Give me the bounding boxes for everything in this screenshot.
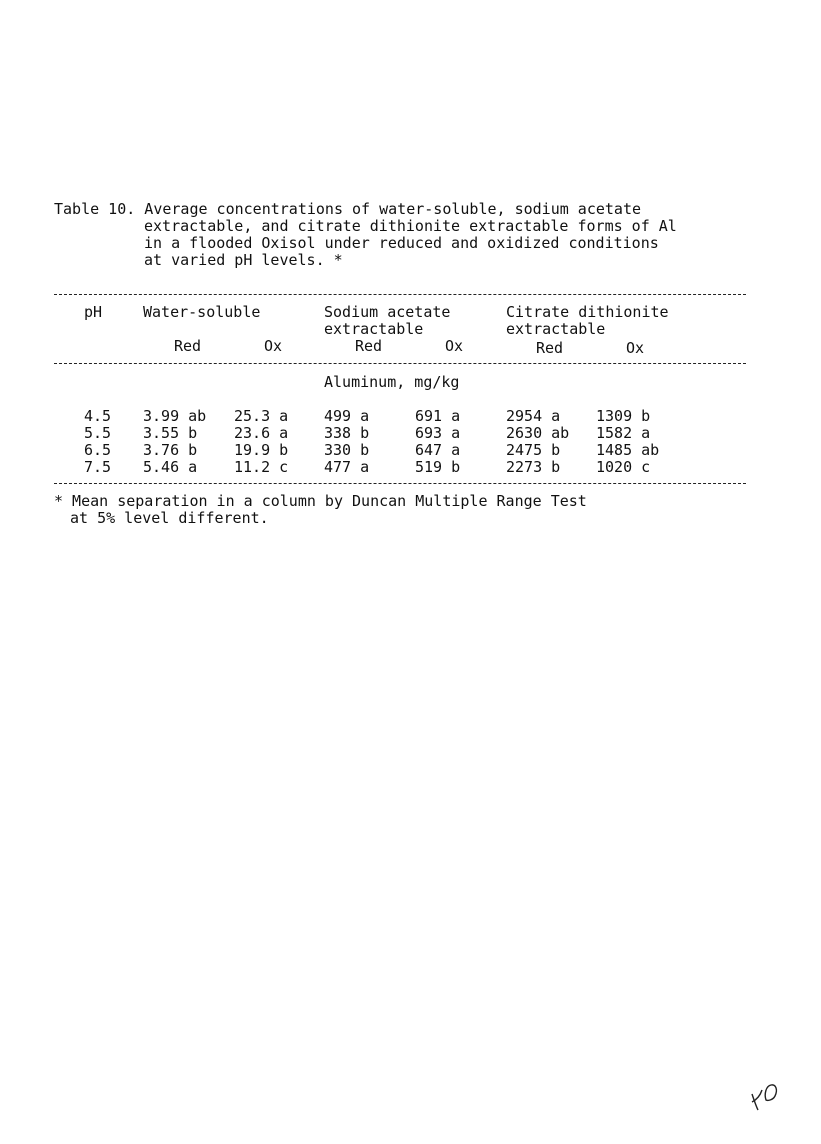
caption-line-1: Table 10. Average concentrations of water-soluble, sodium acetate bbox=[54, 200, 641, 218]
handwritten-page-mark-icon bbox=[748, 1080, 782, 1114]
header-ws-red: Red bbox=[174, 337, 202, 355]
cell-cd-ox: 1582 a bbox=[596, 424, 651, 442]
header-ws-ox: Ox bbox=[264, 337, 283, 355]
header-water-soluble: Water-soluble bbox=[143, 303, 261, 321]
header-sa-ox: Ox bbox=[445, 337, 464, 355]
caption-line-2: extractable, and citrate dithionite extractable forms of Al bbox=[144, 217, 677, 235]
cell-ws-red: 5.46 a bbox=[143, 458, 198, 476]
footnote-line-1: * Mean separation in a column by Duncan Multiple Range Test bbox=[54, 492, 587, 510]
cell-sa-ox: 693 a bbox=[415, 424, 461, 442]
cell-ph: 5.5 bbox=[84, 424, 112, 442]
cell-ph: 4.5 bbox=[84, 407, 112, 425]
header-ph: pH bbox=[84, 303, 103, 321]
cell-cd-red: 2954 a bbox=[506, 407, 561, 425]
header-rule bbox=[54, 363, 746, 364]
header-sodium-acetate: Sodium acetate bbox=[324, 303, 451, 321]
header-citrate-extractable: extractable bbox=[506, 320, 606, 338]
header-cd-ox: Ox bbox=[626, 339, 645, 357]
bottom-rule bbox=[54, 483, 746, 484]
cell-sa-red: 338 b bbox=[324, 424, 370, 442]
cell-sa-red: 477 a bbox=[324, 458, 370, 476]
header-cd-red: Red bbox=[536, 339, 564, 357]
caption-line-3: in a flooded Oxisol under reduced and oxidized conditions bbox=[144, 234, 659, 252]
cell-ws-ox: 23.6 a bbox=[234, 424, 289, 442]
cell-sa-ox: 691 a bbox=[415, 407, 461, 425]
header-sa-red: Red bbox=[355, 337, 383, 355]
footnote-line-2: at 5% level different. bbox=[70, 509, 269, 527]
cell-sa-red: 330 b bbox=[324, 441, 370, 459]
cell-sa-ox: 519 b bbox=[415, 458, 461, 476]
cell-ws-ox: 25.3 a bbox=[234, 407, 289, 425]
unit-label: Aluminum, mg/kg bbox=[324, 373, 460, 391]
cell-cd-ox: 1020 c bbox=[596, 458, 651, 476]
cell-ph: 6.5 bbox=[84, 441, 112, 459]
cell-cd-red: 2630 ab bbox=[506, 424, 570, 442]
header-sodium-acetate-extractable: extractable bbox=[324, 320, 424, 338]
cell-sa-red: 499 a bbox=[324, 407, 370, 425]
cell-cd-ox: 1485 ab bbox=[596, 441, 660, 459]
cell-sa-ox: 647 a bbox=[415, 441, 461, 459]
cell-cd-red: 2273 b bbox=[506, 458, 561, 476]
header-citrate-dithionite: Citrate dithionite bbox=[506, 303, 669, 321]
cell-cd-ox: 1309 b bbox=[596, 407, 651, 425]
cell-ws-red: 3.99 ab bbox=[143, 407, 207, 425]
top-rule bbox=[54, 294, 746, 295]
cell-ws-ox: 11.2 c bbox=[234, 458, 289, 476]
cell-ws-red: 3.76 b bbox=[143, 441, 198, 459]
cell-ws-ox: 19.9 b bbox=[234, 441, 289, 459]
cell-ph: 7.5 bbox=[84, 458, 112, 476]
caption-line-4: at varied pH levels. * bbox=[144, 251, 343, 269]
cell-cd-red: 2475 b bbox=[506, 441, 561, 459]
cell-ws-red: 3.55 b bbox=[143, 424, 198, 442]
